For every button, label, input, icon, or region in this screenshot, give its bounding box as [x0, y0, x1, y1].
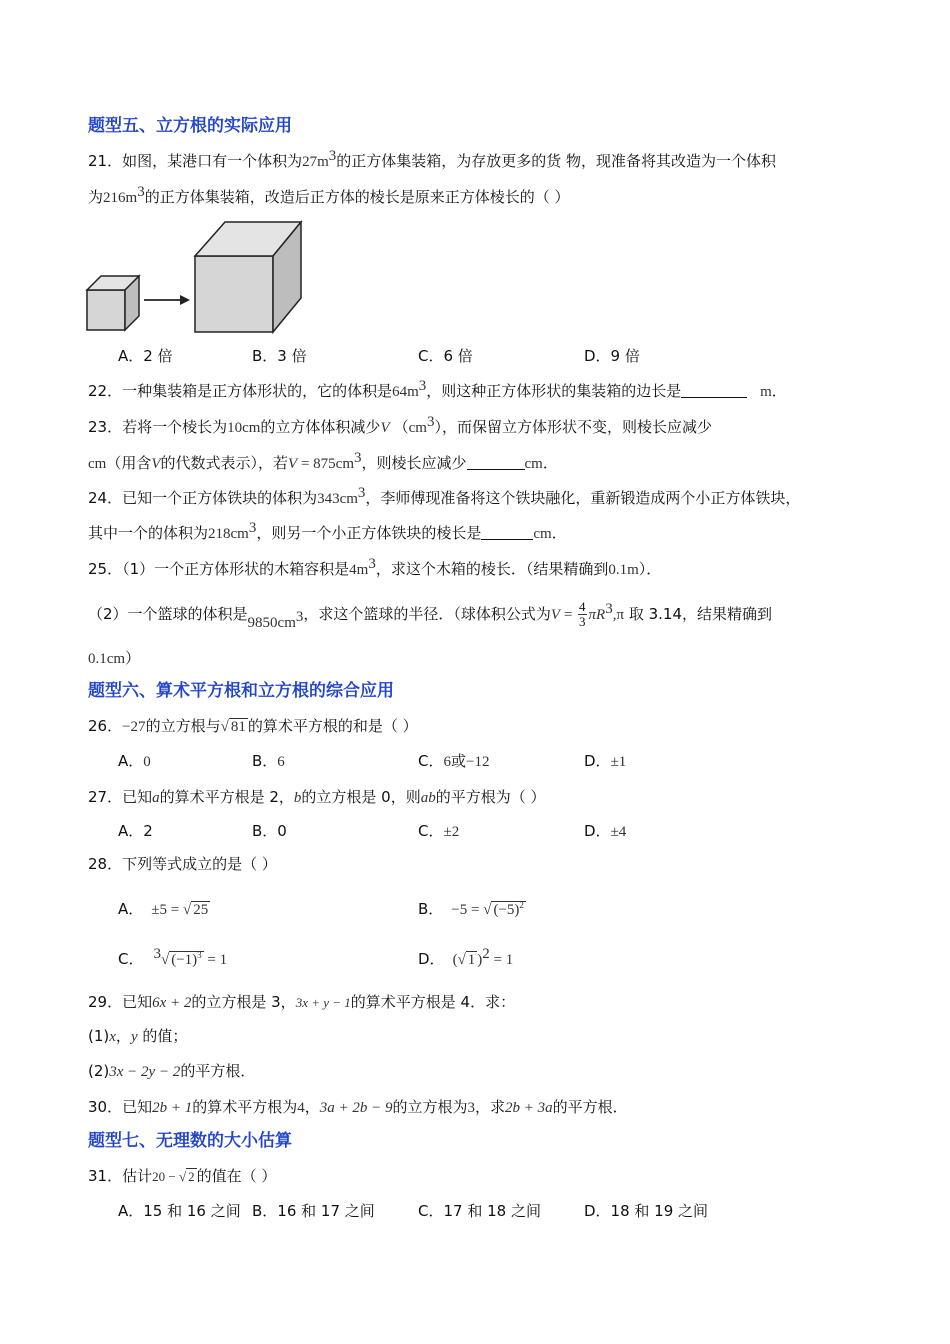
- q22: 22．一种集装箱是正方体形状的，它的体积是$64m^3$，则这种正方体形状的集装箱的边长是 m．: [88, 378, 787, 400]
- q29-stem: 29．已知6x + 2的立方根是 3，3x + y − 1的算术平方根是 4．求：: [88, 993, 516, 1011]
- q27-option-b[interactable]: B．0: [252, 822, 287, 840]
- q24-line2: 其中一个的体积为$218cm^3$，则另一个小正方体铁块的棱长是 cm．: [88, 520, 567, 542]
- q26-option-c[interactable]: C．6或−12: [418, 752, 490, 770]
- q24-line1: 24．已知一个正方体铁块的体积为$343cm^3$，李师傅现准备将这个铁块融化，重新锻造成两个小正方体铁块，: [88, 485, 801, 507]
- q25-part2: （2）一个篮球的体积是$9850cm^3$，求这个篮球的半径．（球体积公式为V = $\frac{4}{3}$ $\pi R^3,\pi$ 取 3.14，结果精确到: [88, 599, 772, 631]
- large-cube: [195, 222, 301, 332]
- q31-option-d[interactable]: D．18 和 19 之间: [584, 1202, 709, 1220]
- q25-part2-cont: 0.1cm）: [88, 649, 141, 667]
- q23-line1: 23．若将一个棱长为10cm的立方体体积减少V $(cm^3)$，而保留立方体形状不变，则棱长应减少: [88, 414, 712, 436]
- q31-option-c[interactable]: C．17 和 18 之间: [418, 1202, 541, 1220]
- q21-option-b[interactable]: B．3 倍: [252, 347, 307, 365]
- q21-option-a[interactable]: A．2 倍: [118, 347, 173, 365]
- q27-option-a[interactable]: A．2: [118, 822, 153, 840]
- q22-answer-blank[interactable]: [681, 383, 747, 398]
- q28-option-c[interactable]: C． $^3$√ $(-1)^3 = 1$: [118, 946, 228, 968]
- q28-option-d[interactable]: D． (√ 1 )$^2$ = 1: [418, 946, 514, 968]
- q27-option-d[interactable]: D．±4: [584, 822, 627, 840]
- q21-option-d[interactable]: D．9 倍: [584, 347, 640, 365]
- q21-stem-line1: 21．如图，某港口有一个体积为$27m^3$的正方体集装箱，为存放更多的货 物，现准备将其改造为一个体积: [88, 148, 777, 170]
- q27-stem: 27．已知a的算术平方根是 2，b的立方根是 0，则ab的平方根为（ ）: [88, 788, 546, 806]
- q29-part2: (2)3x − 2y − 2的平方根．: [88, 1062, 256, 1080]
- q28-option-b[interactable]: B． −5 = √ $(-5)^2$: [418, 900, 524, 918]
- q31-option-a[interactable]: A．15 和 16 之间: [118, 1202, 241, 1220]
- section-heading-5: 题型五、立方根的实际应用: [88, 116, 292, 136]
- section-heading-6: 题型六、算术平方根和立方根的综合应用: [88, 681, 394, 701]
- q23-line2: cm（用含V的代数式表示），若$V = 875cm^3$，则棱长应减少 cm．: [88, 450, 558, 472]
- q26-option-b[interactable]: B．6: [252, 752, 285, 770]
- four-thirds-fraction: $\frac{4}{3}$: [579, 599, 586, 629]
- section-heading-7: 题型七、无理数的大小估算: [88, 1131, 292, 1151]
- arrow-icon: [144, 295, 190, 305]
- q31-stem: 31．估计20 − √ 2 的值在（ ）: [88, 1167, 277, 1185]
- q27-option-c[interactable]: C．±2: [418, 822, 460, 840]
- q26-stem: 26．−27的立方根与√ 81 的算术平方根的和是（ ）: [88, 717, 418, 735]
- q29-part1: (1)x，y 的值；: [88, 1027, 188, 1045]
- q26-option-a[interactable]: A．0: [118, 752, 151, 770]
- q21-stem-line2: 为$216m^3$的正方体集装箱，改造后正方体的棱长是原来正方体棱长的（ ）: [88, 184, 570, 206]
- q31-option-b[interactable]: B．16 和 17 之间: [252, 1202, 375, 1220]
- q26-option-d[interactable]: D．±1: [584, 752, 627, 770]
- q23-answer-blank[interactable]: [467, 455, 525, 470]
- q21-option-c[interactable]: C．6 倍: [418, 347, 473, 365]
- q24-answer-blank[interactable]: [481, 525, 533, 540]
- q28-stem: 28．下列等式成立的是（ ）: [88, 855, 277, 873]
- q25-part1: 25．（1）一个正方体形状的木箱容积是$4m^3$，求这个木箱的棱长．（结果精确到0.1m）．: [88, 556, 662, 578]
- q30: 30．已知2b + 1的算术平方根为4，3a + 2b − 9的立方根为3，求2b + 3a的平方根．: [88, 1098, 628, 1116]
- small-cube: [87, 276, 139, 330]
- q28-option-a[interactable]: A． ±5 = √ 25: [118, 900, 209, 918]
- cube-diagram: [84, 218, 306, 336]
